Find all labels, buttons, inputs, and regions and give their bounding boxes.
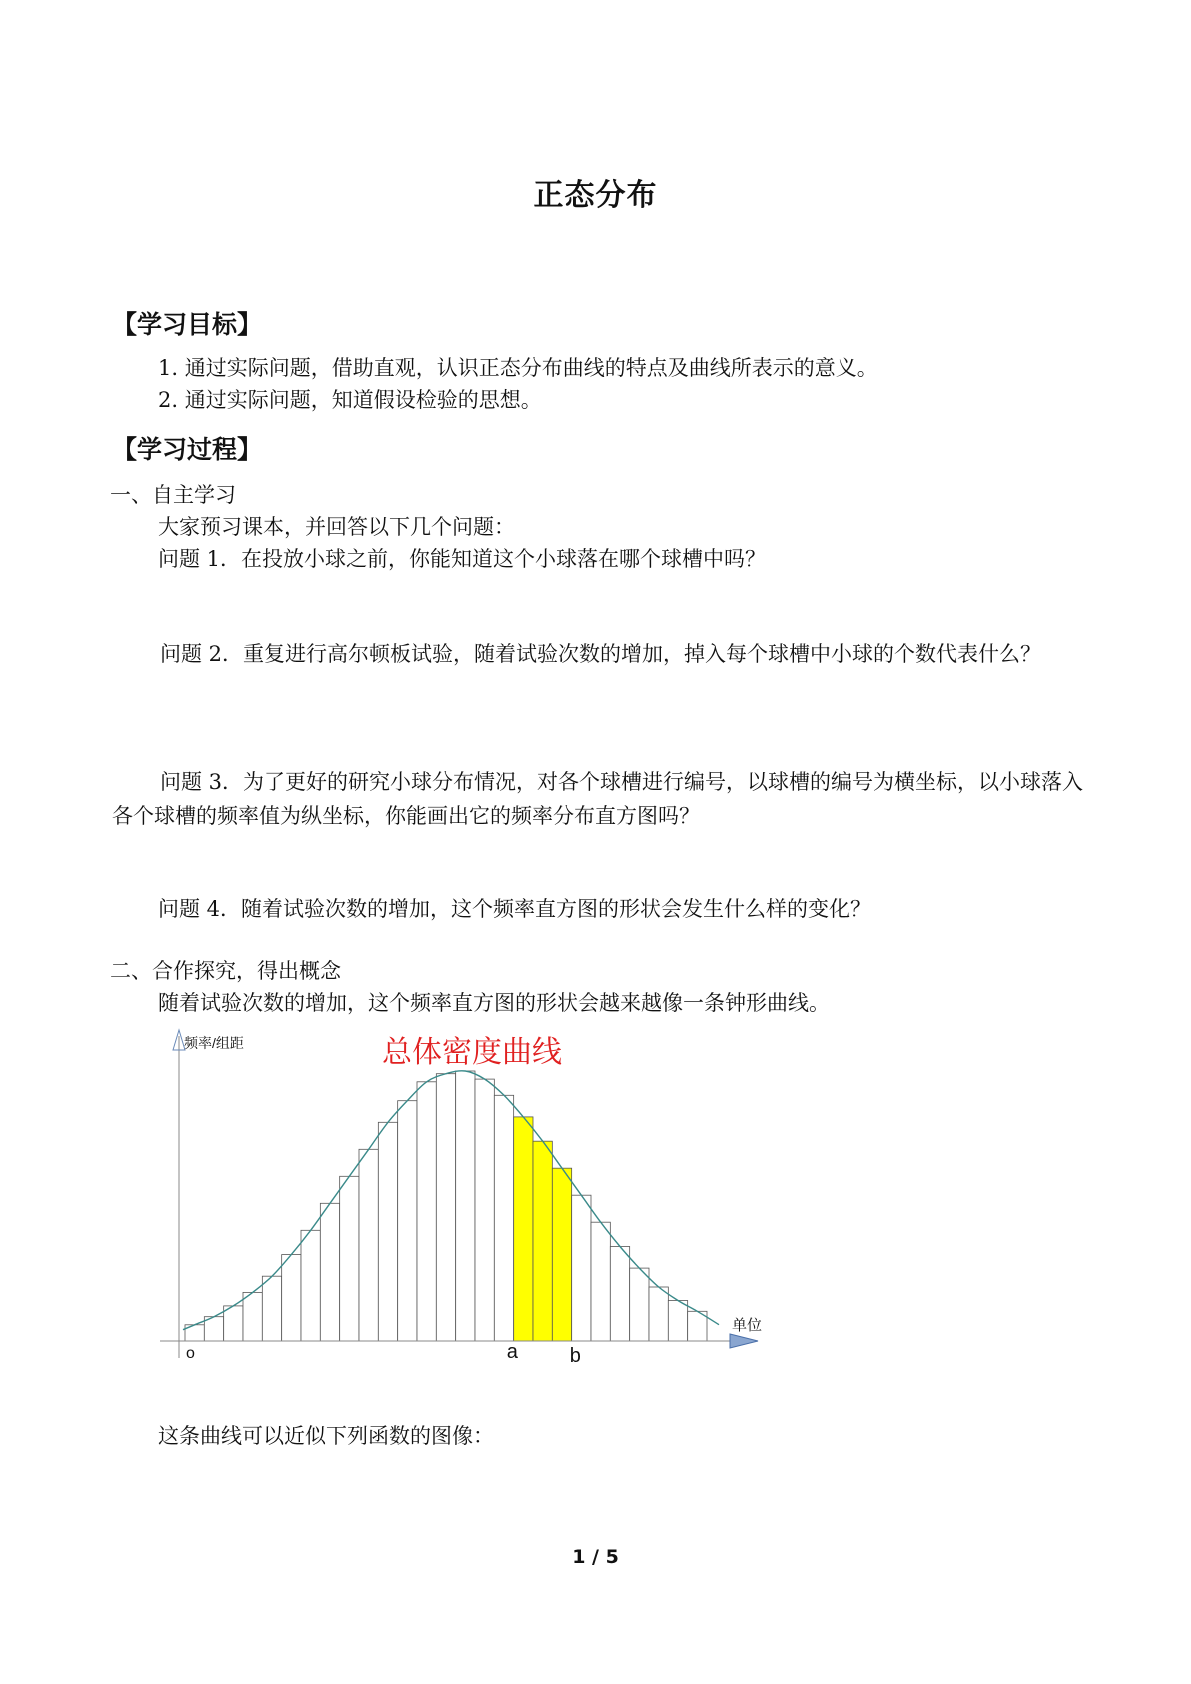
y-axis-label: 频率/组距 <box>184 1035 244 1051</box>
question-3: 问题 3．为了更好的研究小球分布情况，对各个球槽进行编号，以球槽的编号为横坐标，以小球落入各个球槽的频率值为纵坐标，你能画出它的频率分布直方图吗？ <box>112 770 1084 828</box>
part2-heading: 二、合作探究，得出概念 <box>110 959 341 983</box>
histogram-bar <box>456 1071 475 1341</box>
histogram-bar <box>668 1301 687 1342</box>
after-chart-text: 这条曲线可以近似下列函数的图像： <box>158 1424 494 1448</box>
histogram-bar <box>436 1074 455 1341</box>
marker-b-label: b <box>569 1345 581 1367</box>
question-1: 问题 1．在投放小球之前，你能知道这个小球落在哪个球槽中吗？ <box>158 547 767 571</box>
process-heading: 【学习过程】 <box>112 435 263 464</box>
histogram-bar <box>282 1255 301 1341</box>
page-number: 1 / 5 <box>572 1546 619 1568</box>
histogram-bar <box>378 1122 397 1341</box>
histogram-bar <box>417 1082 436 1341</box>
histogram-bar <box>301 1230 320 1341</box>
x-axis-label: 单位 <box>732 1317 763 1334</box>
histogram-bar <box>340 1176 359 1341</box>
highlighted-bar <box>552 1168 571 1341</box>
histogram-bar <box>262 1276 281 1341</box>
histogram-bar <box>320 1203 339 1341</box>
x-axis-arrow <box>730 1334 758 1348</box>
marker-a-label: a <box>506 1341 518 1363</box>
part1-heading: 一、自主学习 <box>110 483 236 507</box>
histogram-bar <box>630 1268 649 1341</box>
objective-item-1: 1. 通过实际问题，借助直观，认识正态分布曲线的特点及曲线所表示的意义。 <box>158 356 878 380</box>
histogram-bar <box>398 1101 417 1341</box>
density-histogram-chart <box>160 1028 800 1388</box>
part1-intro: 大家预习课本，并回答以下几个问题： <box>158 515 515 539</box>
histogram-bars <box>185 1071 707 1341</box>
objective-item-2: 2. 通过实际问题，知道假设检验的思想。 <box>158 388 542 412</box>
highlighted-bar <box>514 1117 533 1341</box>
histogram-bar <box>224 1306 243 1341</box>
highlighted-bar <box>533 1141 552 1341</box>
histogram-bar <box>243 1292 262 1341</box>
histogram-bar <box>649 1287 668 1341</box>
question-4: 问题 4．随着试验次数的增加，这个频率直方图的形状会发生什么样的变化？ <box>158 897 872 921</box>
chart-title: 总体密度曲线 <box>382 1036 562 1069</box>
histogram-bar <box>572 1195 591 1341</box>
part2-text: 随着试验次数的增加，这个频率直方图的形状会越来越像一条钟形曲线。 <box>158 991 830 1015</box>
histogram-bar <box>475 1079 494 1341</box>
histogram-bar <box>359 1149 378 1341</box>
histogram-bar <box>591 1222 610 1341</box>
objectives-heading: 【学习目标】 <box>112 310 263 339</box>
origin-label: o <box>186 1345 195 1362</box>
histogram-bar <box>494 1095 513 1341</box>
question-2: 问题 2．重复进行高尔顿板试验，随着试验次数的增加，掉入每个球槽中小球的个数代表什么？ <box>160 642 1042 666</box>
page-title: 正态分布 <box>533 178 658 213</box>
histogram-bar <box>610 1247 629 1342</box>
